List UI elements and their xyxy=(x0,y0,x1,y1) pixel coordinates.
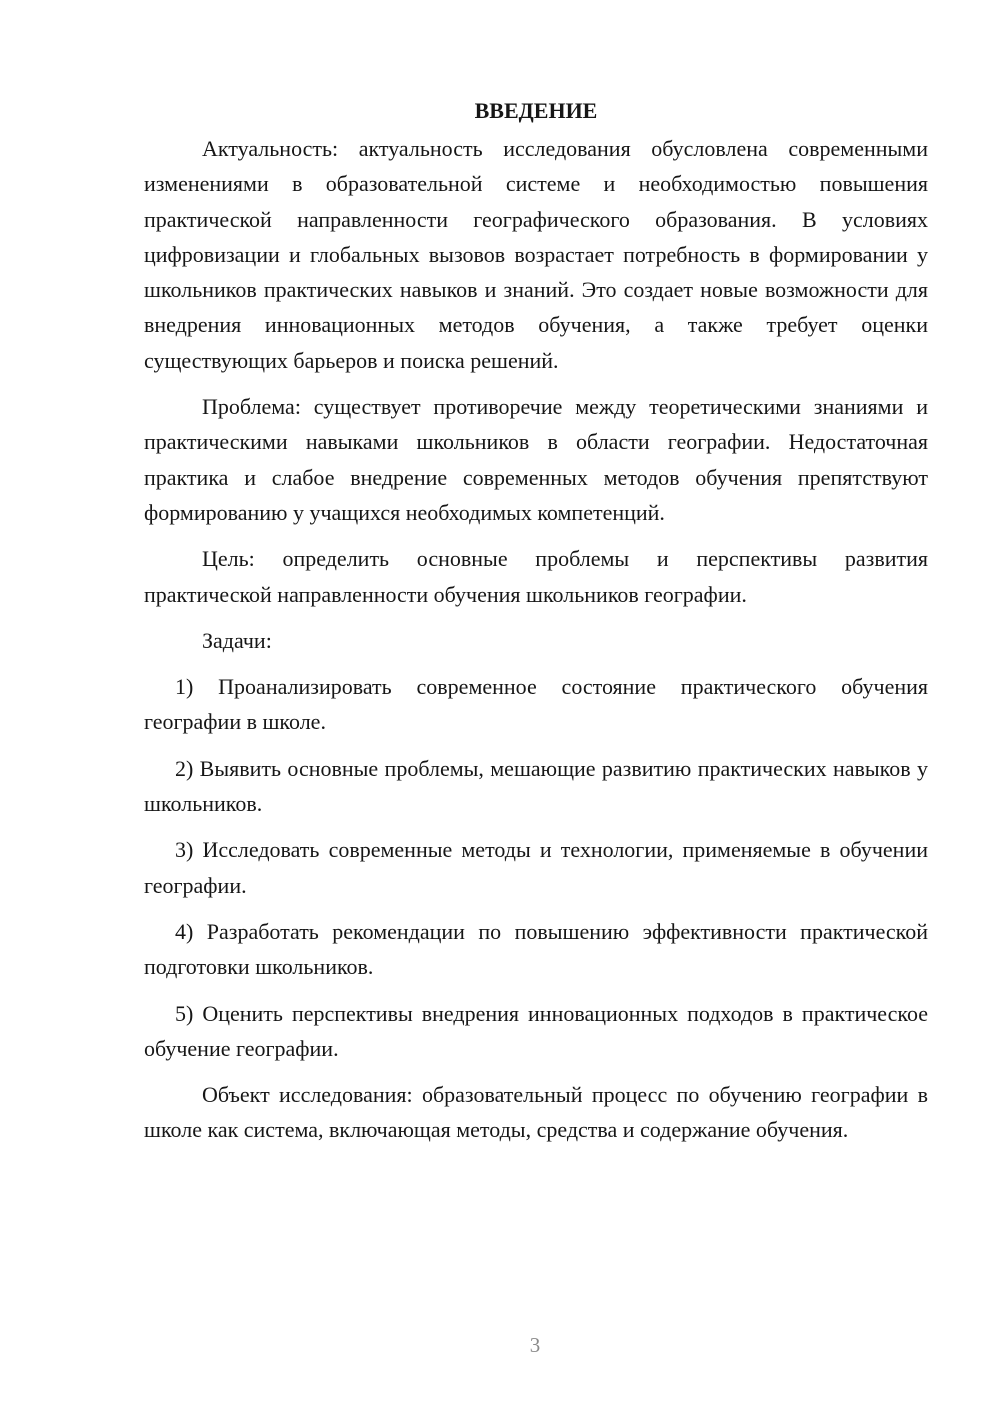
goal-paragraph: Цель: определить основные проблемы и перспективы развития практической направленности обучения школьников географии. xyxy=(144,546,928,607)
relevance-paragraph: Актуальность: актуальность исследования обусловлена современными изменениями в образовательной системе и необходимостью повышения практической направленности географического образования. В условиях цифровизации и глобальных вызовов возрастает потребность в формировании у школьников практических навыков и знаний. Это создает новые возможности для внедрения инновационных методов обучения, а также требует оценки существующих барьеров и поиска решений. xyxy=(144,136,928,373)
task-item-3: 3) Исследовать современные методы и технологии, применяемые в обучении географии. xyxy=(144,837,928,898)
tasks-label: Задачи: xyxy=(202,627,272,653)
spacer xyxy=(144,378,928,389)
object-paragraph: Объект исследования: образовательный процесс по обучению географии в школе как система, включающая методы, средства и содержание обучения. xyxy=(144,1082,928,1143)
spacer xyxy=(144,985,928,996)
task-item-5: 5) Оценить перспективы внедрения инновационных подходов в практическое обучение географии. xyxy=(144,1000,928,1061)
task-item-4: 4) Разработать рекомендации по повышению эффективности практической подготовки школьников. xyxy=(144,918,928,980)
spacer xyxy=(144,821,928,832)
spacer xyxy=(144,612,928,623)
spacer xyxy=(144,658,928,669)
spacer xyxy=(144,530,928,541)
page-content xyxy=(144,93,928,1148)
spacer xyxy=(144,903,928,914)
task-item-2: 2) Выявить основные проблемы, мешающие развитию практических навыков у школьников. xyxy=(144,755,928,817)
page-number: 3 xyxy=(529,1333,541,1357)
page-title: ВВЕДЕНИЕ xyxy=(474,98,598,123)
problem-paragraph: Проблема: существует противоречие между теоретическими знаниями и практическими навыками школьников в области географии. Недостаточная практика и слабое внедрение современных методов обучения препятствуют формированию у учащихся необходимых компетенций. xyxy=(144,394,928,525)
task-item-1: 1) Проанализировать современное состояние практического обучения географии в школе. xyxy=(144,674,928,735)
spacer xyxy=(144,740,928,751)
spacer xyxy=(144,1066,928,1077)
